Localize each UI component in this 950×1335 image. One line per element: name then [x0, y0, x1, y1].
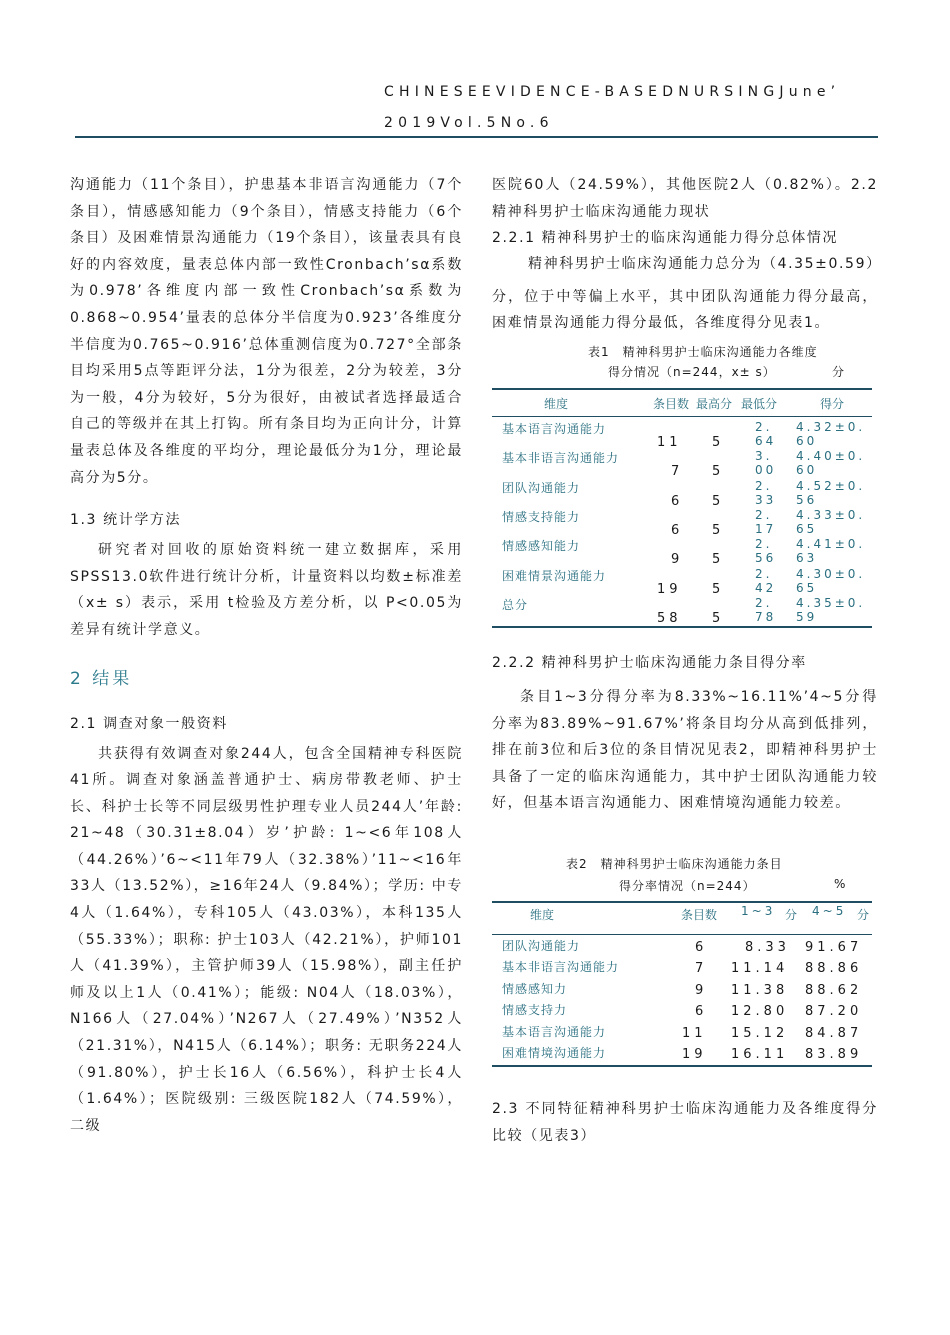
table2-header-high-unit: 分 [857, 908, 870, 922]
table1-cell-min: 2.33 [755, 478, 777, 507]
table1-cell-score: 4.30±0.65 [796, 566, 866, 595]
table2-cell-high: 91.67 [805, 940, 863, 955]
table1-cell-dimension: 基本非语言沟通能力 [502, 451, 620, 466]
table2-cell-items: 11 [682, 1025, 707, 1041]
paragraph-scale-description: 沟通能力（11个条目），护患基本非语言沟通能力（7个条目），情感感知能力（9个条目），情感支持能力（6个条目）及困难情景沟通能力（19个条目），该量表具有良好的内容效度，量表总体内部一致性Cronbach’sα系数为0.978’各维度内部一致性Cronbach’sα系数为0.868~0.954’量表的总体分半信度为0.923’各维度分半信度为0.765~0.916’总体重测信度为0.727°全部条目均采用5点等距评分法，1分为很差，2分为较差，3分为一般，4分为较好，5分为很好，由被试者选择最适合自己的等级并在其上打钩。所有条目均为正向计分，计算量表总体及各维度的平均分，理论最低分为1分，理论最高分为5分。 [70, 177, 463, 486]
table1-cell-dimension: 总分 [502, 597, 529, 612]
table1-header-min: 最低分 [741, 397, 778, 411]
paragraph-item-rates: 条目1~3分得分率为8.33%~16.11%’4~5分得分率为83.89%~91.67%’将条目均分从高到低排列，排在前3位和后3位的条目情况见表2，即精神科男护士具备了一定的临床沟通能力，其中护士团队沟通能力较好，但基本语言沟通能力、困难情境沟通能力较差。 [492, 689, 878, 812]
table1-bottom-rule [492, 626, 872, 628]
paragraph-general-info: 共获得有效调查对象244人，包含全国精神专科医院41所。调查对象涵盖普通护士、病房带教老师、护士长、科护士长等不同层级男性护理专业人员244人’年龄: 21~48（30.31±8.04）岁’护龄: 1~<6年108人（44.26%）’6~<11年79人（32.38%）’11~<16年33人（13.52%），≥16年24人（9.84%）；学历: 中专4人（1.64%），专科105人（43.03%），本科135人（55.33%）；职称: 护士103人（42.21%），护师101人（41.39%），主管护师39人（15.98%），副主任护师及以上1人（0.41%）；能级: N04人（18.03%），N166人（27.04%）’N267人（27.49%）’N352人（21.31%），N415人（6.14%）；职务: 无职务224人（91.80%），护士长16人（6.56%），科护士长4人（1.64%）；医院级别: 三级医院182人（74.59%），二级 [70, 745, 463, 1134]
table1-cell-items: 6 [671, 522, 684, 538]
right-column-middle [492, 652, 878, 817]
table1-cell-items: 9 [671, 552, 684, 568]
table2-cell-dimension: 情感支持力 [502, 1003, 568, 1018]
table1-cell-items: 6 [671, 493, 684, 509]
table2-cell-dimension: 团队沟通能力 [502, 939, 581, 953]
paragraph-statistics: 研究者对回收的原始资料统一建立数据库，采用SPSS13.0软件进行统计分析，计量资料以均数±标准差（x± s）表示，采用 t检验及方差分析，以 P<0.05为差异有统计学意义。 [70, 542, 463, 638]
table2-cell-low: 12.80 [731, 1004, 789, 1020]
table1-cell-score: 4.40±0.60 [796, 449, 866, 478]
table2-cell-items: 9 [695, 982, 708, 998]
table2-header-rule [492, 934, 872, 935]
table1-cell-min: 3.00 [755, 449, 777, 478]
left-column [70, 172, 463, 1139]
table1-header-score: 得分 [820, 397, 845, 411]
table1-unit: 分 [832, 365, 846, 379]
table2-cell-low: 15.12 [731, 1025, 789, 1041]
table2-bottom-rule [492, 1065, 872, 1067]
table2-cell-items: 19 [682, 1047, 707, 1062]
table1-cell-max: 5 [712, 464, 725, 480]
table1-cell-max: 5 [712, 522, 725, 538]
table2-header-high: 4~5 [812, 904, 847, 918]
paragraph-total-score-b: 分，位于中等偏上水平，其中团队沟通能力得分最高，困难情景沟通能力得分最低，各维度得分见表1。 [492, 288, 878, 332]
table1-cell-dimension: 情感感知能力 [502, 539, 581, 554]
table2-cell-dimension: 情感感知力 [502, 981, 568, 996]
table1-header-max: 最高分 [696, 397, 733, 411]
table1-cell-items: 7 [671, 464, 684, 480]
paragraph-hospital-other: 医院60人（24.59%），其他医院2人（0.82%）。2.2 精神科男护士临床沟通能力现状 [492, 177, 878, 220]
table1-cell-items: 58 [657, 610, 682, 626]
table2-caption-line1: 表2 精神科男护士临床沟通能力条目 [566, 857, 783, 871]
table2-top-rule [492, 901, 872, 903]
heading-2-1: 2.1 调查对象一般资料 [70, 715, 228, 732]
table2-header-low: 1~3 [741, 904, 776, 918]
table1-caption-line2: 得分情况（n=244，x± s） [608, 365, 776, 379]
table2-cell-dimension: 困难情境沟通能力 [502, 1046, 607, 1060]
table1-cell-score: 4.52±0.56 [796, 478, 866, 507]
table2-cell-high: 83.89 [805, 1047, 863, 1062]
heading-2-3: 2.3 不同特征精神科男护士临床沟通能力及各维度得分比较（见表3） [492, 1101, 878, 1144]
table2-header-low-unit: 分 [785, 908, 798, 922]
table1-cell-max: 5 [712, 552, 725, 568]
table1-cell-min: 2.42 [755, 566, 777, 595]
table1-cell-max: 5 [712, 581, 725, 597]
paragraph-total-score-a: 精神科男护士临床沟通能力总分为（4.35±0.59） [528, 256, 882, 273]
table1-header-items: 条目数 [653, 397, 690, 411]
table2-cell-low: 11.14 [731, 961, 789, 977]
table1-cell-max: 5 [712, 610, 725, 626]
table2-cell-high: 88.86 [805, 961, 863, 977]
table2-header-dimension: 维度 [530, 908, 555, 922]
table2-cell-items: 6 [695, 940, 708, 955]
table1-cell-dimension: 困难情景沟通能力 [502, 568, 607, 583]
table2-cell-high: 88.62 [805, 982, 863, 998]
table1-cell-score: 4.33±0.65 [796, 507, 866, 536]
heading-2-2-2: 2.2.2 精神科男护士临床沟通能力条目得分率 [492, 655, 807, 671]
table1-header-dimension: 维度 [544, 397, 569, 411]
table1-cell-score: 4.32±0.60 [796, 420, 866, 448]
table1-cell-max: 5 [712, 435, 725, 450]
table2-unit: % [834, 877, 847, 891]
heading-2-2-1: 2.2.1 精神科男护士的临床沟通能力得分总体情况 [492, 230, 839, 247]
table2-cell-dimension: 基本非语言沟通能力 [502, 960, 620, 975]
table2-cell-low: 11.38 [731, 982, 789, 998]
table2-cell-low: 8.33 [745, 940, 790, 955]
right-column-top [492, 172, 882, 337]
table1-cell-dimension: 情感支持能力 [502, 509, 581, 524]
table1-cell-min: 2.17 [755, 507, 777, 536]
table2-header-items: 条目数 [681, 908, 718, 922]
heading-1-3: 1.3 统计学方法 [70, 512, 182, 529]
header-rule [75, 136, 878, 138]
table2-cell-items: 7 [695, 961, 708, 977]
table1-cell-score: 4.35±0.59 [796, 595, 866, 624]
table1-cell-items: 19 [657, 581, 682, 597]
table1-top-rule [492, 388, 872, 390]
table1-cell-min: 2.78 [755, 595, 777, 624]
table1-cell-min: 2.64 [755, 420, 777, 448]
table2-cell-low: 16.11 [731, 1047, 789, 1062]
running-header-volume: 2019Vol.5No.6 [384, 115, 554, 131]
table2-cell-high: 84.87 [805, 1025, 863, 1041]
table2-caption-line2: 得分率情况（n=244） [619, 879, 756, 893]
table1-cell-max: 5 [712, 493, 725, 509]
running-header-journal: CHINESEEVIDENCE-BASEDNURSINGJune’ [384, 84, 841, 100]
section-title-results: 2 结果 [70, 668, 133, 689]
table1-cell-items: 11 [657, 435, 682, 450]
table1-cell-dimension: 团队沟通能力 [502, 480, 581, 495]
table1-cell-min: 2.56 [755, 537, 777, 566]
table2-cell-high: 87.20 [805, 1004, 863, 1020]
table1-cell-dimension: 基本语言沟通能力 [502, 422, 607, 436]
right-column-bottom [492, 1096, 878, 1149]
table1-cell-score: 4.41±0.63 [796, 537, 866, 566]
table1-header-rule [492, 416, 872, 417]
table1-caption-line1: 表1 精神科男护士临床沟通能力各维度 [588, 345, 818, 359]
table2-cell-items: 6 [695, 1004, 708, 1020]
table2-cell-dimension: 基本语言沟通能力 [502, 1024, 607, 1039]
